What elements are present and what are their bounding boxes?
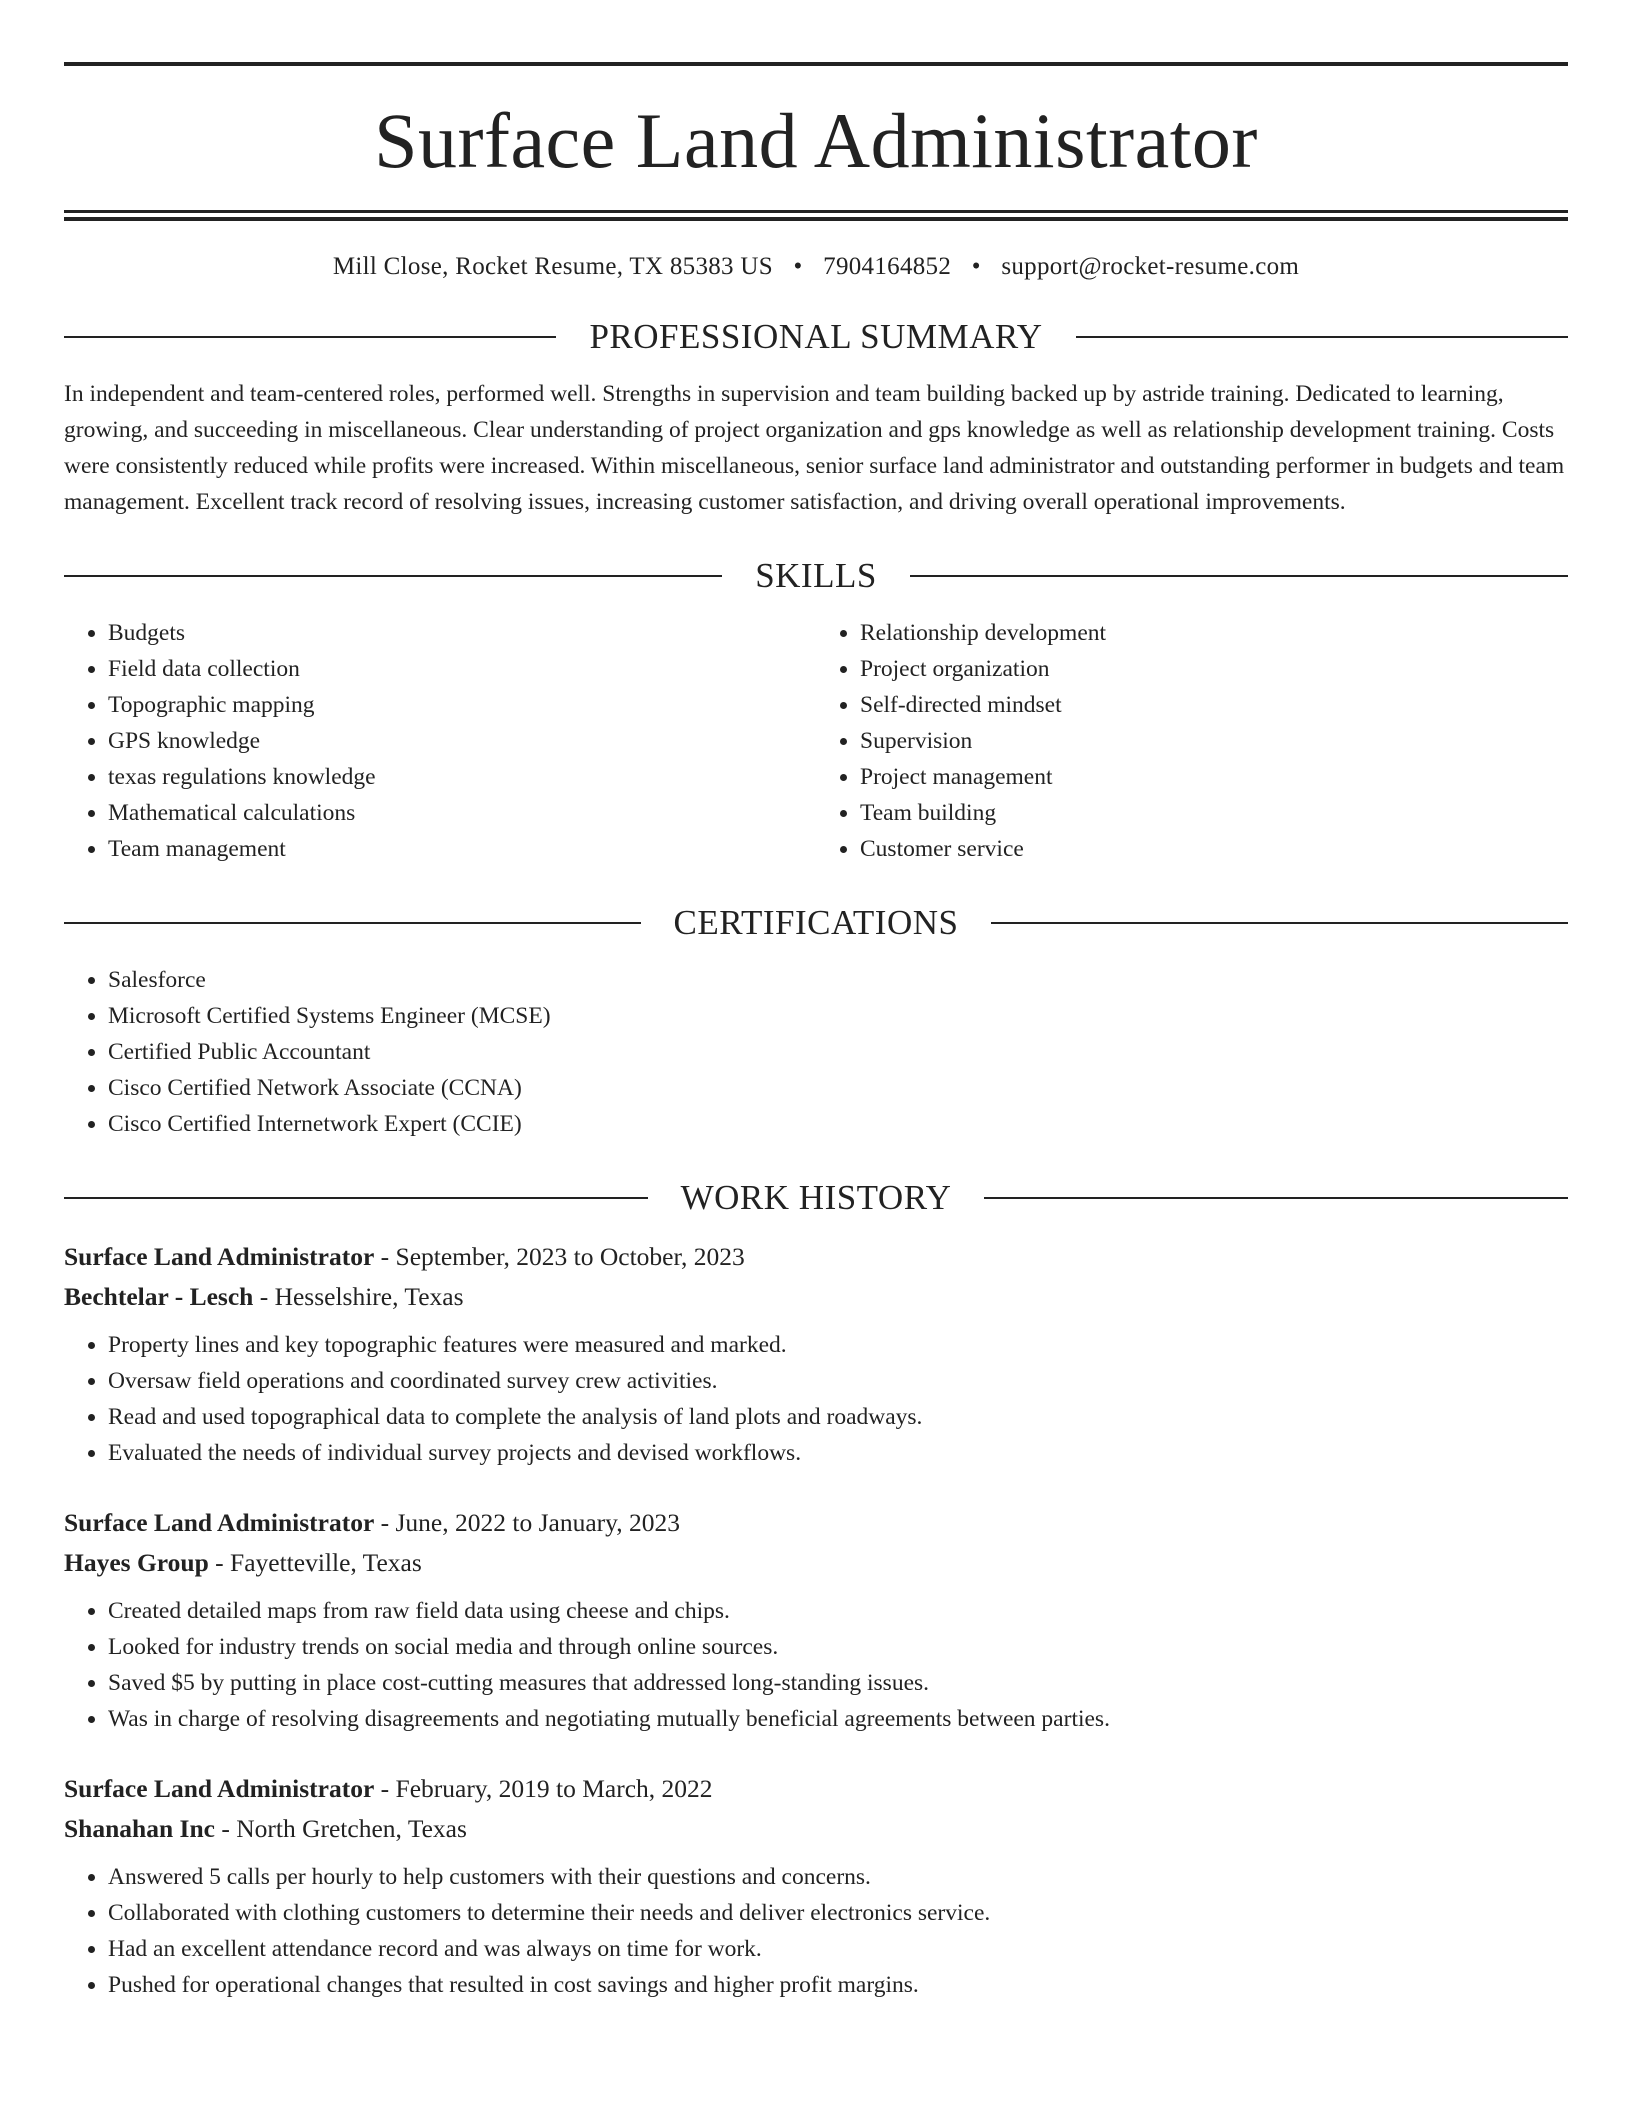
job-company-line (64, 1543, 1568, 1583)
job-company-line (64, 1809, 1568, 1849)
skill-item: • GPS knowledge (108, 723, 816, 759)
top-rule (64, 62, 1568, 66)
certification-item: • Certified Public Accountant (108, 1034, 1568, 1070)
skill-item: • Relationship development (860, 615, 1568, 651)
certification-item: • Cisco Certified Internetwork Expert (CCIE) (108, 1106, 1568, 1142)
job-title-line (64, 1769, 1568, 1809)
certifications-list (64, 962, 1568, 1142)
job-bullet: • Collaborated with clothing customers to determine their needs and deliver electronics service. (108, 1895, 1568, 1931)
job-dates: - February, 2019 to March, 2022 (374, 1774, 713, 1803)
job-company: Bechtelar - Lesch (64, 1282, 254, 1311)
job-bullet: • Looked for industry trends on social media and through online sources. (108, 1629, 1568, 1665)
job-title-line (64, 1237, 1568, 1277)
job-location: - Fayetteville, Texas (208, 1548, 422, 1577)
contact-separator: • (793, 253, 803, 280)
job-bullets (64, 1593, 1568, 1737)
job-location: - Hesselshire, Texas (253, 1282, 464, 1311)
certification-item: • Cisco Certified Network Associate (CCNA) (108, 1070, 1568, 1106)
job-bullet: • Oversaw field operations and coordinated survey crew activities. (108, 1363, 1568, 1399)
certifications-heading: CERTIFICATIONS (673, 903, 959, 942)
job-bullet: • Evaluated the needs of individual survey projects and devised workflows. (108, 1435, 1568, 1471)
contact-email: support@rocket-resume.com (1001, 253, 1300, 280)
section-heading-certifications (64, 905, 1568, 940)
skill-item: • Customer service (860, 831, 1568, 867)
job-bullet: • Had an excellent attendance record and was always on time for work. (108, 1931, 1568, 1967)
heading-rule-right (910, 575, 1568, 577)
skill-item: • Team building (860, 795, 1568, 831)
job-location: - North Gretchen, Texas (214, 1814, 467, 1843)
job-entry (64, 1237, 1568, 1471)
job-role: Surface Land Administrator (64, 1508, 375, 1537)
skill-item: • Project management (860, 759, 1568, 795)
contact-address: Mill Close, Rocket Resume, TX 85383 US (332, 253, 773, 280)
heading-rule-left (64, 922, 641, 924)
certification-item: • Salesforce (108, 962, 1568, 998)
contact-line (64, 253, 1568, 281)
work-history-heading: WORK HISTORY (680, 1178, 952, 1217)
job-title-line (64, 1503, 1568, 1543)
job-bullets (64, 1859, 1568, 2003)
heading-rule-left (64, 336, 556, 338)
skills-list-right (816, 615, 1568, 867)
job-company: Hayes Group (64, 1548, 209, 1577)
skill-item: • Topographic mapping (108, 687, 816, 723)
job-bullets (64, 1327, 1568, 1471)
job-role: Surface Land Administrator (64, 1774, 375, 1803)
skill-item: • texas regulations knowledge (108, 759, 816, 795)
job-bullet: • Was in charge of resolving disagreements and negotiating mutually beneficial agreements between parties. (108, 1701, 1568, 1737)
skill-item: • Supervision (860, 723, 1568, 759)
skill-item: • Project organization (860, 651, 1568, 687)
skills-columns (64, 615, 1568, 867)
skills-heading: SKILLS (755, 556, 877, 595)
job-bullet: • Created detailed maps from raw field data using cheese and chips. (108, 1593, 1568, 1629)
job-entry (64, 1503, 1568, 1737)
heading-rule-right (1076, 336, 1568, 338)
summary-heading: PROFESSIONAL SUMMARY (589, 317, 1043, 356)
job-company: Shanahan Inc (64, 1814, 215, 1843)
section-heading-work-history (64, 1180, 1568, 1215)
skill-item: • Self-directed mindset (860, 687, 1568, 723)
skill-item: • Field data collection (108, 651, 816, 687)
job-entry (64, 1769, 1568, 2003)
job-bullet: • Saved $5 by putting in place cost-cutting measures that addressed long-standing issues. (108, 1665, 1568, 1701)
heading-rule-right (991, 922, 1568, 924)
title-double-rule (64, 210, 1568, 221)
job-company-line (64, 1277, 1568, 1317)
contact-separator: • (971, 253, 981, 280)
job-bullet: • Pushed for operational changes that resulted in cost savings and higher profit margins. (108, 1967, 1568, 2003)
heading-rule-left (64, 575, 722, 577)
skill-item: • Team management (108, 831, 816, 867)
summary-text: In independent and team-centered roles, performed well. Strengths in supervision and team building backed up by astride training. Dedicated to learning, growing, and succeeding in miscellaneous. Clear understanding of project organization and gps knowledge as well as relationship development training. Costs were consistently reduced while profits were increased. Within miscellaneous, senior surface land administrator and outstanding performer in budgets and team management. Excellent track record of resolving issues, increasing customer satisfaction, and driving overall operational improvements. (64, 381, 1565, 515)
section-heading-summary (64, 319, 1568, 354)
job-dates: - September, 2023 to October, 2023 (374, 1242, 745, 1271)
job-bullet: • Answered 5 calls per hourly to help customers with their questions and concerns. (108, 1859, 1568, 1895)
certification-item: • Microsoft Certified Systems Engineer (MCSE) (108, 998, 1568, 1034)
job-role: Surface Land Administrator (64, 1242, 375, 1271)
heading-rule-right (984, 1197, 1568, 1199)
skill-item: • Mathematical calculations (108, 795, 816, 831)
heading-rule-left (64, 1197, 648, 1199)
job-dates: - June, 2022 to January, 2023 (374, 1508, 680, 1537)
job-bullet: • Property lines and key topographic features were measured and marked. (108, 1327, 1568, 1363)
resume-title: Surface Land Administrator (374, 97, 1258, 184)
contact-phone: 7904164852 (823, 253, 952, 280)
skill-item: • Budgets (108, 615, 816, 651)
section-heading-skills (64, 558, 1568, 593)
job-bullet: • Read and used topographical data to complete the analysis of land plots and roadways. (108, 1399, 1568, 1435)
skills-list-left (64, 615, 816, 867)
